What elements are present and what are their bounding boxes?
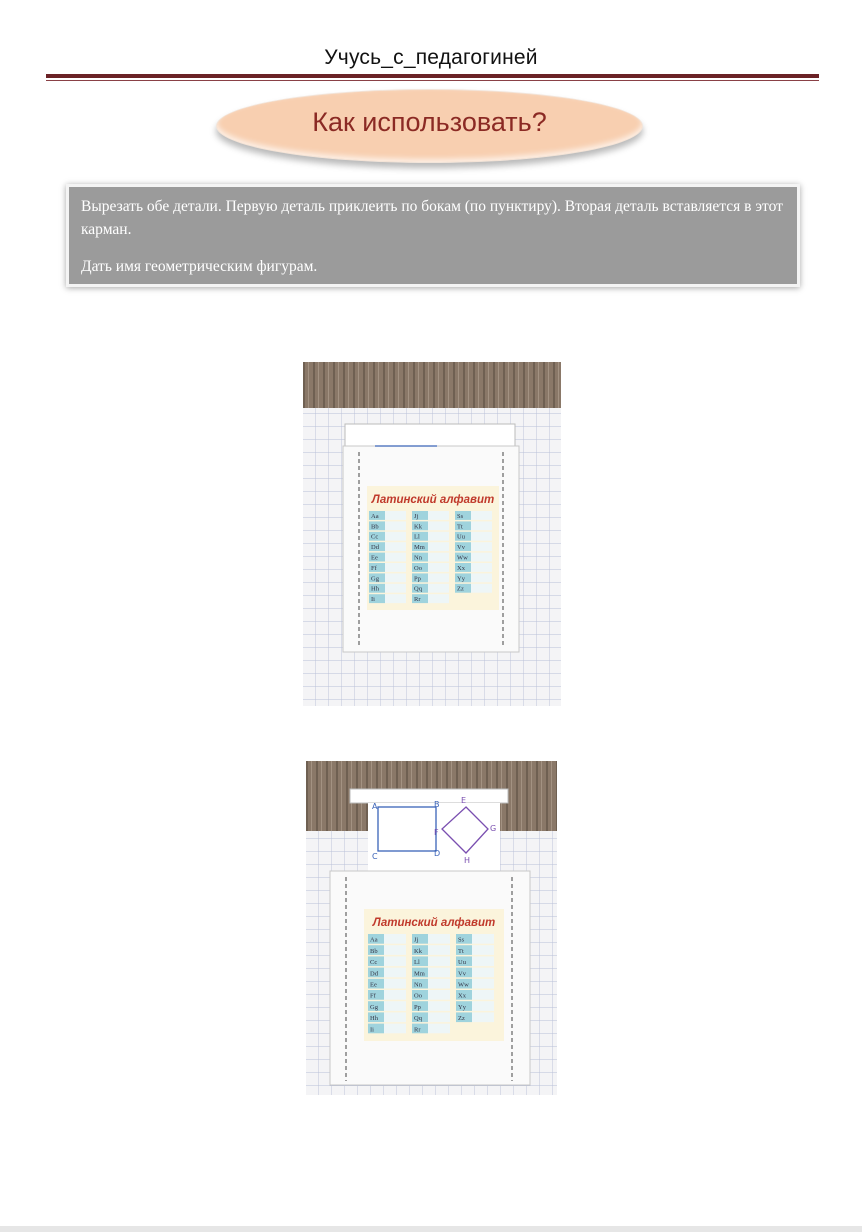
transcription-cell	[385, 542, 406, 551]
transcription-cell	[428, 563, 449, 572]
alphabet-letter: Kk	[414, 947, 422, 955]
alphabet-letter: Jj	[414, 936, 419, 944]
alphabet-letter: Ww	[458, 981, 469, 989]
rhombus-label-g: G	[490, 824, 497, 833]
alphabet-letter: Gg	[370, 1003, 378, 1011]
transcription-cell	[384, 1012, 406, 1022]
transcription-cell	[472, 979, 494, 989]
alphabet-table	[369, 511, 492, 603]
transcription-cell	[471, 511, 492, 520]
alphabet-letter: Ff	[370, 992, 376, 1000]
transcription-cell	[428, 945, 450, 955]
instruction-paragraph-1: Вырезать обе детали. Первую деталь приклеить по бокам (по пунктиру). Вторая деталь вставляется в этот карман.	[81, 198, 783, 238]
transcription-cell	[384, 945, 406, 955]
transcription-cell	[428, 584, 449, 593]
transcription-cell	[385, 553, 406, 562]
alphabet-letter: Bb	[371, 523, 379, 531]
instructions-box	[66, 184, 800, 287]
transcription-cell	[428, 934, 450, 944]
alphabet-letter: Aa	[371, 512, 379, 520]
transcription-cell	[384, 934, 406, 944]
transcription-cell	[385, 563, 406, 572]
transcription-cell	[385, 573, 406, 582]
transcription-cell	[472, 934, 494, 944]
page-header-title: Учусь_с_педагогиней	[324, 46, 538, 69]
rhombus-label-h: H	[464, 856, 471, 865]
alphabet-letter: Mm	[414, 970, 425, 978]
transcription-cell	[428, 956, 450, 966]
alphabet-title: Латинский алфавит	[371, 494, 495, 506]
transcription-cell	[428, 968, 450, 978]
alphabet-letter: Dd	[371, 544, 379, 552]
alphabet-letter: Oo	[414, 564, 422, 572]
transcription-cell	[472, 945, 494, 955]
transcription-cell	[471, 584, 492, 593]
transcription-cell	[471, 532, 492, 541]
transcription-cell	[471, 521, 492, 530]
header-rule	[46, 74, 819, 78]
transcription-cell	[428, 532, 449, 541]
transcription-cell	[472, 990, 494, 1000]
alphabet-letter: Ee	[371, 554, 378, 562]
alphabet-letter: Gg	[371, 575, 379, 583]
transcription-cell	[472, 956, 494, 966]
rhombus-label-e: E	[461, 796, 467, 805]
instruction-paragraph-2: Дать имя геометрическим фигурам.	[81, 258, 318, 275]
square-label-b: B	[434, 800, 440, 809]
transcription-cell	[385, 584, 406, 593]
transcription-cell	[385, 532, 406, 541]
alphabet-letter: Nn	[414, 554, 422, 562]
alphabet-letter: Cc	[371, 533, 379, 541]
transcription-cell	[428, 979, 450, 989]
alphabet-letter: Nn	[414, 981, 422, 989]
alphabet-letter: Yy	[457, 575, 465, 583]
alphabet-letter: Kk	[414, 523, 422, 531]
alphabet-letter: Ss	[458, 936, 465, 944]
alphabet-letter: Qq	[414, 585, 422, 593]
transcription-cell	[384, 979, 406, 989]
page-bottom-edge	[0, 1226, 862, 1232]
alphabet-letter: Bb	[370, 947, 378, 955]
alphabet-letter: Rr	[414, 1026, 421, 1034]
transcription-cell	[472, 968, 494, 978]
alphabet-letter: Mm	[414, 544, 425, 552]
alphabet-letter: Xx	[457, 564, 465, 572]
photo-pocket-open	[306, 761, 557, 1095]
square-label-d: D	[434, 849, 441, 858]
alphabet-letter: Yy	[458, 1003, 466, 1011]
transcription-cell	[428, 1001, 450, 1011]
alphabet-letter: Ss	[457, 512, 464, 520]
transcription-cell	[471, 563, 492, 572]
alphabet-letter: Ii	[370, 1026, 374, 1034]
alphabet-letter: Uu	[458, 959, 466, 967]
alphabet-letter: Ff	[371, 564, 377, 572]
transcription-cell	[384, 968, 406, 978]
square-label-a: A	[372, 802, 378, 811]
alphabet-letter: Pp	[414, 575, 421, 583]
alphabet-letter: Uu	[457, 533, 465, 541]
transcription-cell	[472, 1012, 494, 1022]
alphabet-letter: Jj	[414, 512, 419, 520]
alphabet-letter: Ll	[414, 959, 420, 967]
alphabet-letter: Ee	[370, 981, 377, 989]
alphabet-letter: Hh	[370, 1015, 378, 1023]
transcription-cell	[428, 594, 449, 603]
section-heading: Как использовать?	[312, 107, 547, 137]
alphabet-letter: Aa	[370, 936, 378, 944]
alphabet-letter: Cc	[370, 959, 378, 967]
alphabet-letter: Ww	[457, 554, 468, 562]
transcription-cell	[428, 990, 450, 1000]
header-rule-thin	[46, 80, 819, 81]
transcription-cell	[428, 521, 449, 530]
alphabet-letter: Pp	[414, 1003, 421, 1011]
alphabet-table	[368, 934, 494, 1033]
transcription-cell	[384, 956, 406, 966]
transcription-cell	[428, 1012, 450, 1022]
alphabet-letter: Rr	[414, 596, 421, 604]
transcription-cell	[428, 542, 449, 551]
transcription-cell	[471, 553, 492, 562]
transcription-cell	[384, 1001, 406, 1011]
transcription-cell	[471, 542, 492, 551]
alphabet-letter: Qq	[414, 1015, 422, 1023]
transcription-cell	[384, 990, 406, 1000]
transcription-cell	[385, 594, 406, 603]
transcription-cell	[385, 521, 406, 530]
alphabet-letter: Vv	[457, 544, 465, 552]
transcription-cell	[428, 511, 449, 520]
alphabet-letter: Xx	[458, 992, 466, 1000]
transcription-cell	[428, 573, 449, 582]
alphabet-letter: Tt	[457, 523, 463, 531]
square-label-c: C	[372, 852, 378, 861]
alphabet-letter: Zz	[458, 1015, 465, 1023]
transcription-cell	[384, 1024, 406, 1034]
alphabet-title: Латинский алфавит	[372, 917, 496, 929]
alphabet-letter: Hh	[371, 585, 379, 593]
transcription-cell	[471, 573, 492, 582]
transcription-cell	[428, 553, 449, 562]
alphabet-letter: Dd	[370, 970, 378, 978]
alphabet-letter: Vv	[458, 970, 466, 978]
alphabet-letter: Zz	[457, 585, 464, 593]
photo-pocket-closed	[303, 362, 561, 706]
alphabet-letter: Ll	[414, 533, 420, 541]
transcription-cell	[385, 511, 406, 520]
alphabet-letter: Tt	[458, 947, 464, 955]
transcription-cell	[428, 1024, 450, 1034]
transcription-cell	[472, 1001, 494, 1011]
alphabet-letter: Ii	[371, 596, 375, 604]
alphabet-letter: Oo	[414, 992, 422, 1000]
rhombus-label-f: F	[434, 828, 439, 837]
